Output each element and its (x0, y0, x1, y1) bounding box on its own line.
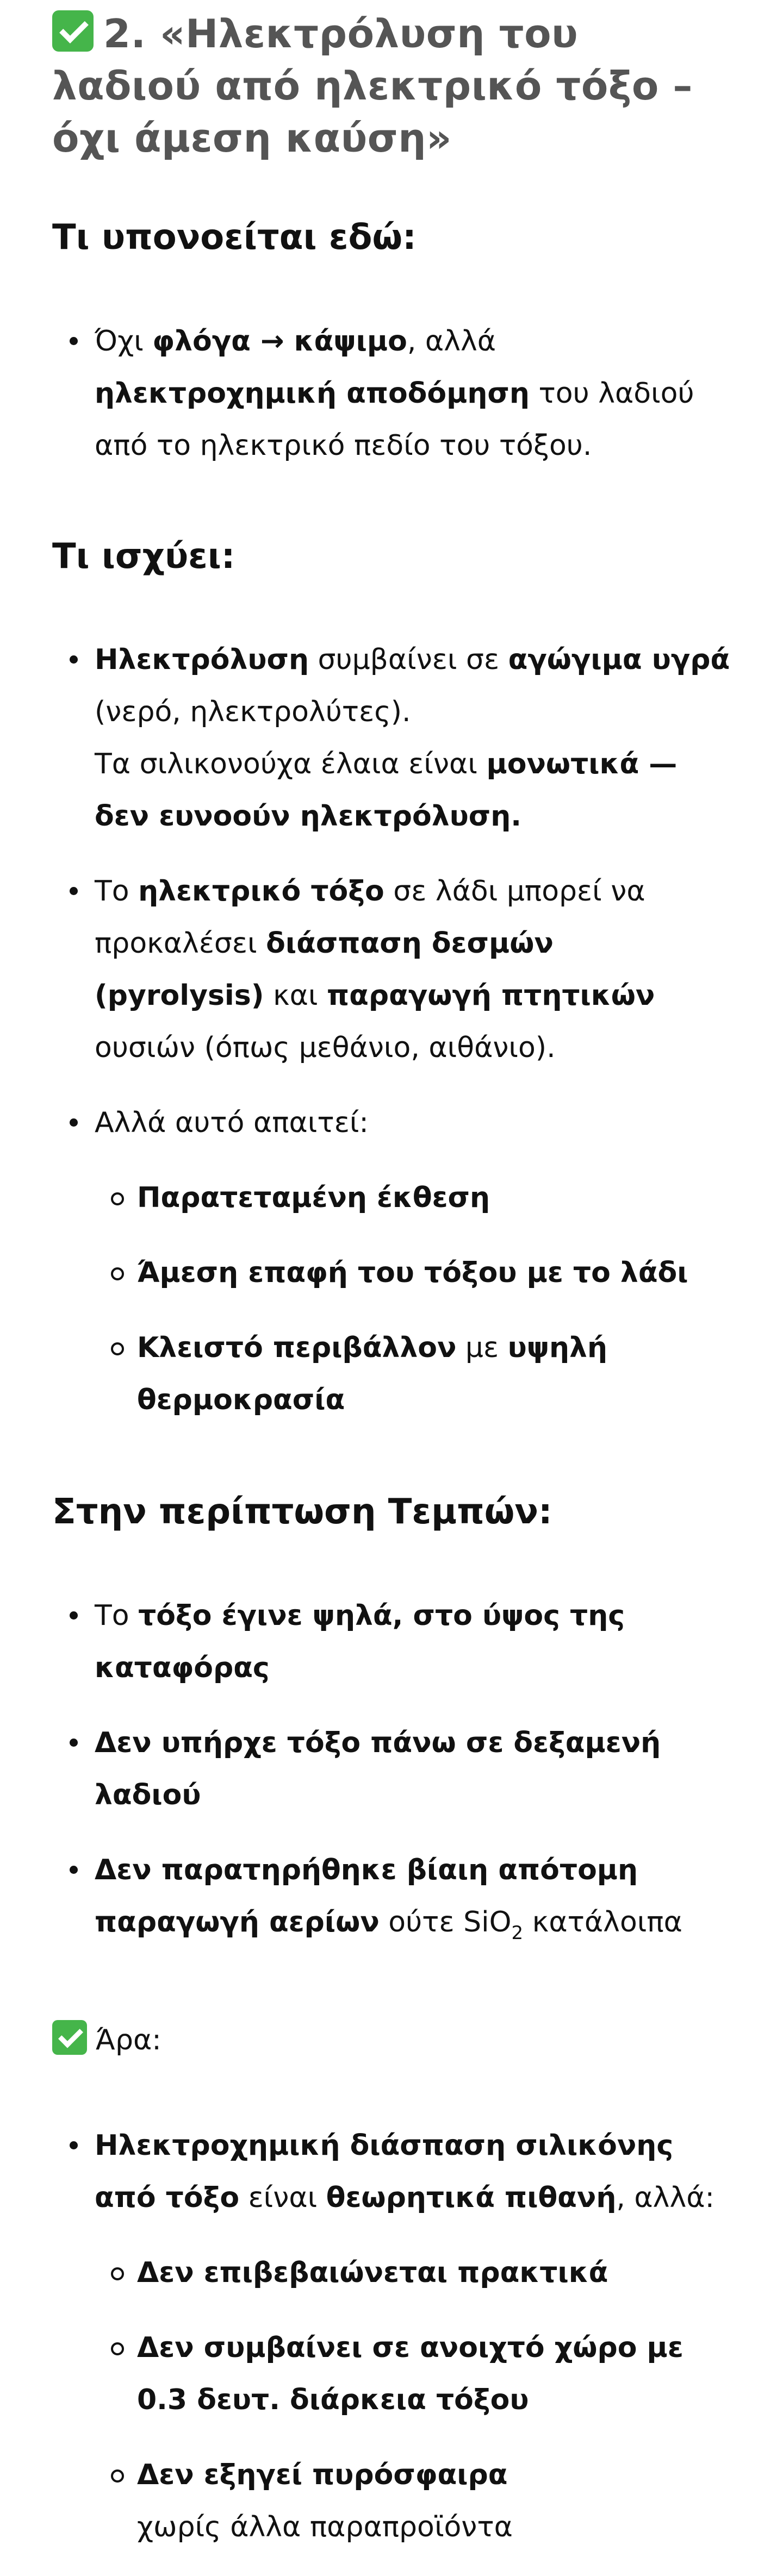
sub-list-item (95, 1322, 731, 1426)
check-mark-icon (52, 10, 94, 52)
text-run: και (264, 979, 327, 1012)
text-run: είναι (239, 2181, 326, 2214)
bold-run: αγώγιμα υγρά (508, 643, 730, 676)
section-2-list (52, 634, 731, 1449)
list-item (52, 1590, 731, 1694)
sub-list-item (95, 2247, 731, 2299)
bold-run: τόξο έγινε ψηλά, στο ύψος της καταφόρας (95, 1599, 625, 1684)
text-run: (νερό, ηλεκτρολύτες). (95, 696, 411, 728)
text-run: Αλλά αυτό απαιτεί: (95, 1106, 369, 1139)
list-item (52, 865, 731, 1074)
sub-list-item (95, 2322, 731, 2426)
title-block (52, 0, 731, 164)
bold-run: Δεν υπήρχε τόξο πάνω σε δεξαμενή λαδιού (95, 1727, 661, 1811)
text-run: Όχι (95, 325, 153, 358)
section-2 (52, 534, 731, 579)
title-text: «Ηλεκτρόλυση του λαδιού από ηλεκτρικό τόξο – όχι άμεση καύση» (52, 11, 693, 161)
section-heading: Τι ισχύει: (52, 536, 235, 577)
sub-list (95, 2247, 731, 2553)
section-heading: Τι υπονοείται εδώ: (52, 217, 417, 258)
text-run: ουσιών (όπως μεθάνιο, αιθάνιο). (95, 1031, 556, 1064)
conclusion-label-row (52, 2018, 731, 2062)
bold-run: παραγωγή πτητικών (327, 979, 655, 1012)
bold-run: ηλεκτροχημική αποδόμηση (95, 377, 530, 410)
text-run: με (456, 1331, 508, 1364)
sub-list-item (95, 2449, 731, 2553)
bold-run: Παρατεταμένη έκθεση (137, 1181, 490, 1214)
section-1-list (52, 315, 731, 495)
list-item (52, 315, 731, 472)
bold-run: Δεν επιβεβαιώνεται πρακτικά (137, 2256, 608, 2289)
text-run: σε λάδι μπορεί να προκαλέσει (95, 875, 645, 960)
section-1 (52, 215, 731, 260)
sub-list-item (95, 1247, 731, 1299)
section-4-list (52, 2119, 731, 2576)
check-mark-icon (52, 2020, 87, 2055)
list-item (52, 1717, 731, 1821)
section-3 (52, 1489, 731, 1535)
bold-run: Δεν παρατηρήθηκε βίαιη απότομη παραγωγή αερίων (95, 1854, 638, 1939)
text-run: του λαδιού από το ηλεκτρικό πεδίο του τόξου. (95, 377, 694, 462)
text-run: Το (95, 875, 139, 908)
title-number: 2. (103, 11, 146, 57)
section-4 (52, 2018, 731, 2062)
text-run: , αλλά: (616, 2181, 715, 2214)
text-run: Το (95, 1599, 139, 1632)
bold-run: μονωτικά — δεν ευνοούν ηλεκτρόλυση. (95, 748, 678, 833)
bold-run: φλόγα → κάψιμο (152, 325, 407, 358)
section-3-list (52, 1590, 731, 1971)
text-run: Τα σιλικονούχα έλαια είναι (95, 748, 487, 780)
sub-list (95, 1172, 731, 1426)
bold-run: Κλειστό περιβάλλον (137, 1331, 457, 1364)
bold-run: Δεν συμβαίνει σε ανοιχτό χώρο με 0.3 δευτ. διάρκεια τόξου (137, 2331, 683, 2416)
sub-list-item (95, 1172, 731, 1224)
section-heading: Στην περίπτωση Τεμπών: (52, 1492, 552, 1532)
list-item (52, 1097, 731, 1426)
text-run: χωρίς άλλα παραπροϊόντα (137, 2511, 513, 2543)
conclusion-label: Άρα: (96, 2024, 161, 2056)
bold-run: υψηλή θερμοκρασία (137, 1331, 607, 1416)
bold-run: θεωρητικά πιθανή (326, 2181, 617, 2214)
list-item (52, 634, 731, 842)
subscript: 2 (511, 1922, 524, 1944)
bold-run: Δεν εξηγεί πυρόσφαιρα (137, 2459, 508, 2491)
page-title (52, 0, 731, 164)
bold-run: ηλεκτρικό τόξο (138, 875, 384, 908)
list-item (52, 2119, 731, 2553)
text-run: , αλλά (407, 325, 496, 358)
list-item (52, 1844, 731, 1948)
text-run: ούτε SiO (379, 1906, 512, 1939)
bold-run: Ηλεκτροχημική διάσπαση σιλικόνης από τόξο (95, 2129, 674, 2214)
bold-run: Άμεση επαφή του τόξου με το λάδι (137, 1256, 688, 1289)
text-run: κατάλοιπα (523, 1906, 682, 1939)
bold-run: Ηλεκτρόλυση (95, 643, 309, 676)
bold-run: διάσπαση δεσμών (pyrolysis) (95, 927, 554, 1012)
text-run: συμβαίνει σε (309, 643, 508, 676)
